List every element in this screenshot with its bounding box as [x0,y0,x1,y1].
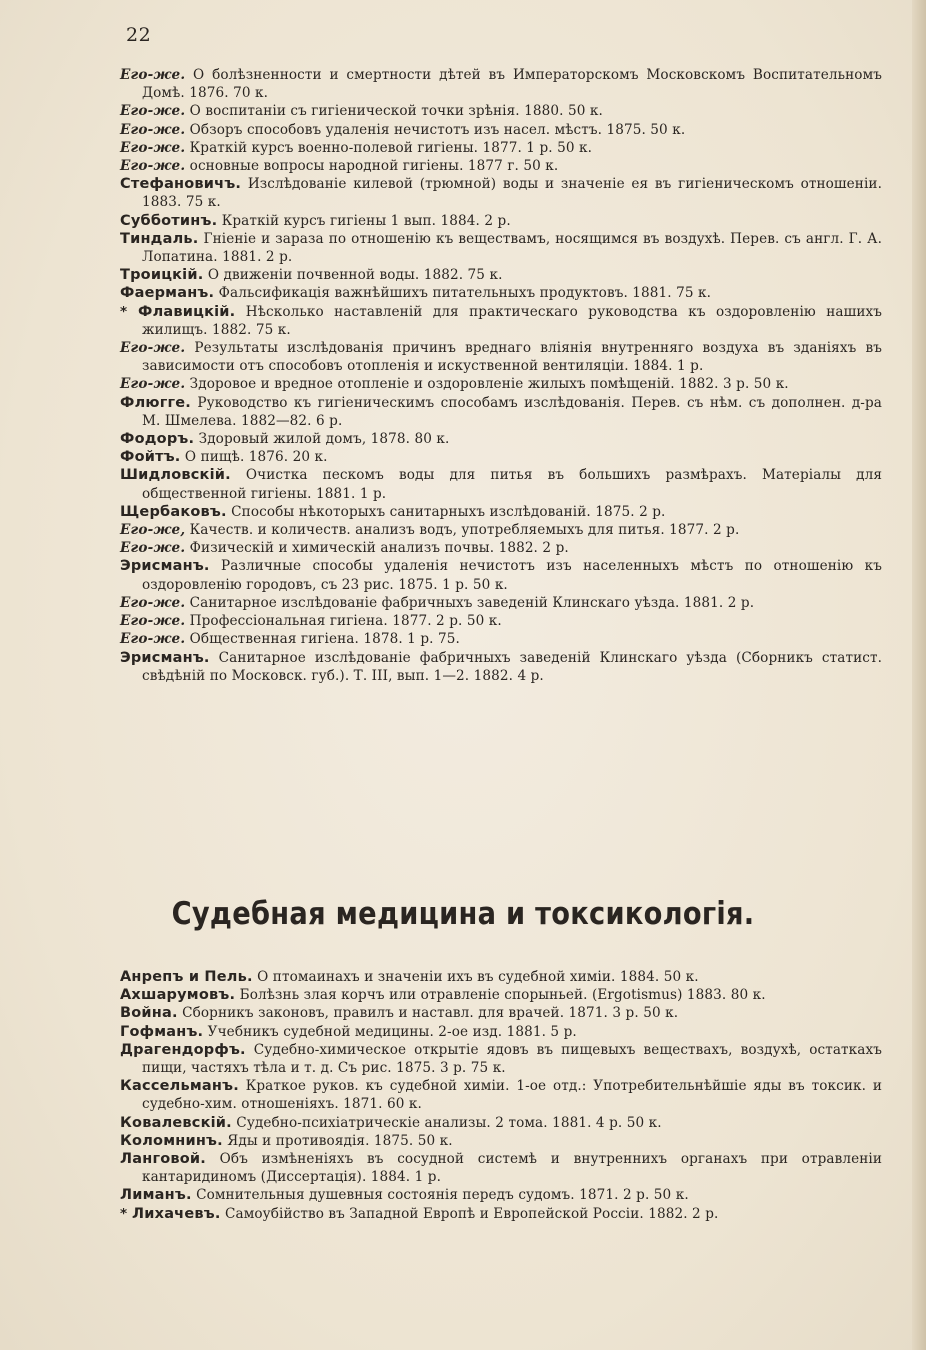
bibliography-entry [120,339,882,375]
entry-author: Драгендорфъ. [120,1041,246,1058]
entry-text: О птомаинахъ и значеніи ихъ въ судебной химіи. 1884. 50 к. [252,969,699,985]
bibliography-entry [120,1077,882,1113]
entry-text: Сомнительныя душевныя состоянія передъ судомъ. 1871. 2 р. 50 к. [191,1187,689,1204]
entry-author: Тиндаль. [120,230,199,247]
entry-text: Результаты изслѣдованія причинъ вреднаго вліянія внутренняго воздуха въ зданіяхъ въ зависимости отъ способовъ отопленія и искуственной вентиляціи. 1884. 1 р. [142,340,882,375]
entry-text: Руководство къ гигіеническимъ способамъ изслѣдованія. Перев. съ нѣм. съ дополнен. д-ра М. Шмелева. 1882—82. 6 р. [142,394,882,429]
entry-text: О болѣзненности и смертности дѣтей въ Императорскомъ Московскомъ Воспитательномъ Домѣ. 1876. 70 к. [142,67,882,102]
bibliography-entry [120,394,882,430]
entry-text: Санитарное изслѣдованіе фабричныхъ заведеній Клинскаго уѣзда (Сборникъ статист. свѣдѣній по Московск. губ.). Т. III, вып. 1—2. 1882. 4 р. [142,649,882,684]
entry-author: Его-же. [120,631,186,648]
entry-text: Здоровый жилой домъ, 1878. 80 к. [194,431,450,448]
entry-author: Флюгге. [120,394,191,411]
entry-author: Его-же. [120,67,186,83]
entry-author: Его-же. [120,103,186,120]
bibliography-entry [120,430,882,448]
entries-list-hygiene [120,66,882,685]
bibliography-entry [120,968,882,986]
bibliography-entry [120,1004,882,1022]
entry-text: Краткое руков. къ судебной химіи. 1-ое отд.: Употребительнѣйшіе яды въ токсик. и судебно-хим. отношеніяхъ. 1871. 60 к. [142,1078,882,1113]
section-heading: Судебная медицина и токсикологія. [171,896,755,932]
entry-author: Его-же. [120,594,186,611]
bibliography-entry [120,1205,882,1223]
bibliography-entry [120,986,882,1004]
entry-text: Общественная гигіена. 1878. 1 р. 75. [185,631,460,648]
entry-text: Краткій курсъ гигіены 1 вып. 1884. 2 р. [217,212,511,229]
entry-text: Судебно-психіатрическіе анализы. 2 тома. 1881. 4 р. 50 к. [231,1114,662,1131]
entry-author: Его-же. [120,376,186,393]
entry-text: Учебникъ судебной медицины. 2-ое изд. 1881. 5 р. [203,1023,577,1040]
entry-author: Лихачевъ. [132,1205,221,1222]
page-number: 22 [126,24,152,46]
entry-text: Изслѣдованіе килевой (трюмной) воды и значеніе ея въ гигіеническомъ отношеніи. 1883. 75 к. [142,176,882,211]
bibliography-entry [120,139,882,157]
entry-author: Субботинъ. [120,212,218,229]
entry-author: Фодоръ. [120,431,195,448]
entry-author: Ковалевскій. [120,1114,232,1131]
entry-author: Анрепъ и Пель. [120,969,253,985]
entry-text: Качеств. и количеств. анализъ водъ, употребляемыхъ для питья. 1877. 2 р. [185,522,740,539]
entry-author: Фаерманъ. [120,285,215,302]
entry-author: Щербаковъ. [120,503,227,520]
bibliography-entry [120,1023,882,1041]
bibliography-entry [120,448,882,466]
entry-author: Его-же. [120,540,186,557]
entry-author: Эрисманъ. [120,558,210,575]
entry-text: Здоровое и вредное отопленіе и оздоровленіе жилыхъ помѣщеній. 1882. 3 р. 50 к. [185,376,789,393]
bibliography-entry [120,612,882,630]
entry-author: Флавицкій. [138,303,236,320]
entry-text: Сборникъ законовъ, правилъ и наставл. для врачей. 1871. 3 р. 50 к. [177,1005,679,1022]
bibliography-entry [120,521,882,539]
bibliography-entry [120,630,882,648]
entry-author: Стефановичъ. [120,176,242,193]
entry-text: О воспитаніи съ гигіенической точки зрѣнія. 1880. 50 к. [185,103,603,120]
bibliography-entry [120,66,882,102]
bibliography-entry [120,121,882,139]
entry-text: Фальсификація важнѣйшихъ питательныхъ продуктовъ. 1881. 75 к. [214,285,712,302]
entry-author: Его-же, [120,522,186,539]
entry-author: Коломнинъ. [120,1132,223,1149]
entry-author: Ланговой. [120,1151,206,1168]
entry-marker: * [120,1205,133,1222]
entry-author: Гофманъ. [120,1023,204,1040]
bibliography-entry [120,503,882,521]
entry-text: Объ измѣненіяхъ въ сосудной системѣ и внутреннихъ органахъ при отравленіи кантаридиномъ (Диссертація). 1884. 1 р. [142,1151,882,1186]
entry-text: основные вопросы народной гигіены. 1877 г. 50 к. [185,158,559,175]
entry-text: Санитарное изслѣдованіе фабричныхъ заведеній Клинскаго уѣзда. 1881. 2 р. [185,594,755,611]
bibliography-entry [120,230,882,266]
bibliography-entry [120,649,882,685]
bibliography-entry [120,266,882,284]
entry-author: Лиманъ. [120,1187,192,1204]
entry-text: Профессіональная гигіена. 1877. 2 р. 50 к. [185,613,502,630]
bibliography-entry [120,1186,882,1204]
entry-author: Троицкій. [120,267,204,284]
entries-list-forensic [120,968,882,1223]
entry-text: Яды и противоядія. 1875. 50 к. [222,1132,453,1149]
entry-text: Краткій курсъ военно-полевой гигіены. 1877. 1 р. 50 к. [185,139,593,156]
entry-text: Очистка пескомъ воды для питья въ большихъ размѣрахъ. Матеріалы для общественной гигіены. 1881. 1 р. [142,467,882,502]
entry-text: Физическій и химическій анализъ почвы. 1882. 2 р. [185,540,569,557]
entry-text: Самоубійство въ Западной Европѣ и Европейской Россіи. 1882. 2 р. [220,1205,719,1222]
entry-text: Судебно-химическое открытіе ядовъ въ пищевыхъ веществахъ, воздухѣ, остаткахъ пищи, частяхъ тѣла и т. д. Съ рис. 1875. 3 р. 75 к. [142,1041,882,1077]
entry-author: Его-же. [120,340,186,357]
entry-text: Гніеніе и зараза по отношенію къ веществамъ, носящимся въ воздухѣ. Перев. съ англ. Г. А. Лопатина. 1881. 2 р. [142,230,882,266]
bibliography-entry [120,212,882,230]
bibliography-entry [120,284,882,302]
page-edge-shadow [912,0,926,1350]
entry-author: Его-же. [120,613,186,630]
bibliography-entry [120,375,882,393]
bibliography-entry [120,175,882,211]
entry-marker: * [120,303,139,320]
entry-text: О движеніи почвенной воды. 1882. 75 к. [203,267,503,284]
entry-author: Шидловскій. [120,467,231,484]
entry-author: Его-же. [120,158,186,175]
entry-author: Война. [120,1005,178,1022]
bibliography-entry [120,1114,882,1132]
bibliography-entry [120,1132,882,1150]
bibliography-entry [120,466,882,502]
entry-text: Способы нѣкоторыхъ санитарныхъ изслѣдованій. 1875. 2 р. [226,503,666,520]
entry-author: Кассельманъ. [120,1078,239,1095]
entry-text: Обзоръ способовъ удаленія нечистотъ изъ насел. мѣстъ. 1875. 50 к. [185,121,686,138]
entry-author: Его-же. [120,139,186,156]
entry-author: Ахшарумовъ. [120,987,236,1004]
bibliography-entry [120,157,882,175]
bibliography-entry [120,102,882,120]
entry-author: Его-же. [120,121,186,138]
bibliography-entry [120,1150,882,1186]
bibliography-entry [120,539,882,557]
bibliography-entry [120,557,882,593]
entry-text: Нѣсколько наставленій для практическаго руководства къ оздоровленію нашихъ жилищъ. 1882. 75 к. [142,303,882,338]
entry-text: О пищѣ. 1876. 20 к. [180,449,328,466]
entry-author: Фойтъ. [120,449,181,466]
entry-text: Болѣзнь злая корчъ или отравленіе спорыньей. (Ergotismus) 1883. 80 к. [235,987,766,1004]
bibliography-entry [120,1041,882,1077]
bibliography-entry [120,303,882,339]
entry-author: Эрисманъ. [120,649,210,666]
entry-text: Различные способы удаленія нечистотъ изъ населенныхъ мѣстъ по отношенію къ оздоровленію городовъ, съ 23 рис. 1875. 1 р. 50 к. [142,558,882,593]
bibliography-entry [120,594,882,612]
